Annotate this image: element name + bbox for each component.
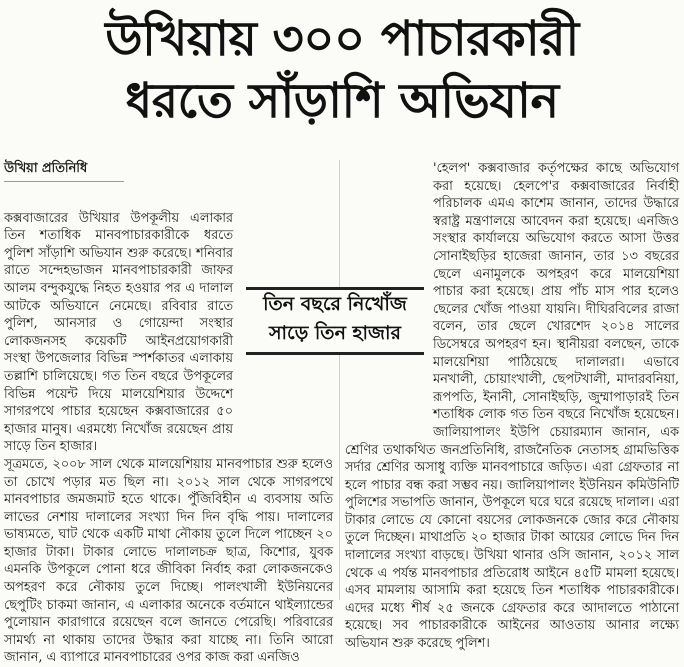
right-column: [345, 160, 679, 653]
column-divider: [339, 160, 340, 600]
pullquote-line-1: তিন বছরে নিখোঁজ: [263, 293, 407, 315]
pullquote-line-2: সাড়ে তিন হাজার: [269, 322, 401, 344]
pullquote: [246, 287, 424, 355]
headline: [0, 8, 684, 132]
left-paragraph-1: কক্সবাজারের উখিয়ার উপকূলীয় এলাকার তিন শতাধিক মানবপাচারকারীকে ধরতে পুলিশ সাঁড়াশি অভিযান শুরু করেছে। শনিবার রাতে সন্দেহভাজন মানবপাচারকারী জাফর আলম বন্দুকযুদ্ধে নিহত হওয়ার পর এ দালাল আটকে অভিযানে নেমেছে। রবিবার রাতে পুলিশ, আনসার ও গোয়েন্দা সংস্থার লোকজনসহ কয়েকটি আইনপ্রয়োগকারী সংস্থা উপজেলার বিভিন্ন স্পর্শকাতর এলাকায় তল্লাশি চালিয়েছে। গত তিন বছরে উপকূলের বিভিন্ন পয়েন্ট দিয়ে মালয়েশিয়ার উদ্দেশে সাগরপথে পাচার হয়েছেন কক্সবাজারের ৫০ হাজার মানুষ। এরমধ্যে নিখোঁজ রয়েছেন প্রায় সাড়ে তিন হাজার।: [4, 210, 233, 455]
left-column: [4, 160, 333, 667]
right-paragraph-1: 'হেলপ' কক্সবাজার কর্তৃপক্ষের কাছে অভিযোগ করা হয়েছে। হেলপে'র কক্সবাজারের নির্বাহী পরিচালক এমএ কাশেম জানান, তাদের উদ্ধারে স্বরাষ্ট্র মন্ত্রণালয়ে আবেদন করা হয়েছে। এনজিও সংস্থার কার্যালয়ে অভিযোগ করতে আসা উত্তর সোনাইছড়ির হাজেরা জানান, তার ১৩ বছরের ছেলে এনামুলকে অপহরণ করে মালয়েশিয়া পাচার করা হয়েছে। প্রায় পাঁচ মাস পার হলেও ছেলের খোঁজ পাওয়া যায়নি। দীঘিরবিলের রাজা বলেন, তার ছেলে খোরশেদ ২০১৪ সালের ডিসেম্বরে অপহরণ হন। স্থানীয়রা বলছেন, তাকে মালয়েশিয়া পাঠিয়েছে দালালরা। এভাবে মনখালী, চোয়াংখালী, ছেপটখালী, মাদারবনিয়া, রূপপতি, ইনানী, সোনাইছড়ি, জুম্মাপাড়ারই তিন শতাধিক লোক গত তিন বছরে নিখোঁজ হয়েছেন। জালিয়াপালং ইউপি চেয়ারম্যান জানান, এক শ্রেণির তথাকথিত জনপ্রতিনিধি, রাজনৈতিক নেতাসহ গ্রামভিত্তিক সর্দার শ্রেণির অসাধু ব্যক্তি মানবপাচারে জড়িত। এরা গ্রেফতার না হলে পাচার বন্ধ করা সম্ভব নয়। জালিয়াপালং ইউনিয়ন কমিউনিটি পুলিশের সভাপতি জানান, উপকূলে ঘরে ঘরে রয়েছে দালাল। এরা টাকার লোভে যে কোনো বয়সের লোকজনকে জোর করে নৌকায় তুলে দিচ্ছেন। মাথাপ্রতি ২০ হাজার টাকা আয়ের লোভে দিন দিন দালালের সংখ্যা বাড়ছে। উখিয়া থানার ওসি জানান, ২০১২ সাল থেকে এ পর্যন্ত মানবপাচার প্রতিরোধ আইনে ৪৫টি মামলা হয়েছে। এসব মামলায় আসামি করা হয়েছে তিন শতাধিক পাচারকারীকে। এদের মধ্যে শীর্ষ ২৫ জনকে গ্রেফতার করে আদালতে পাঠানো হয়েছে। সব পাচারকারীকে আইনের আওতায় আনার লক্ষ্যে অভিযান শুরু করেছে পুলিশ।: [345, 161, 679, 652]
headline-line-1: উখিয়ায় ৩০০ পাচারকারী: [105, 11, 579, 67]
byline: উখিয়া প্রতিনিধি: [4, 160, 124, 182]
left-paragraph-2: সূত্রমতে, ২০০৮ সাল থেকে মালয়েশিয়ায় মানবপাচার শুরু হলেও তা চোখে পড়ার মত ছিল না। ২০১২ সাল থেকে সাগরপথে মানবপাচার জমজমাট হতে থাকে। পুঁজিবিহীন এ ব্যবসায় অতি লাভের নেশায় দালালের সংখ্যা দিন দিন বৃদ্ধি পায়। দালালের ভাষ্যমতে, ঘাট থেকে একটি মাথা নৌকায় তুলে দিলে পাচ্ছেন ২০ হাজার টাকা। টাকার লোভে দালালচক্র ছাত্র, কিশোর, যুবক এমনকি উপকূলে পোনা ধরে জীবিকা নির্বাহ করা লোকজনকেও অপহরণ করে নৌকায় তুলে দিচ্ছে। পালংখালী ইউনিয়নের ছেপুটিং চাকমা জানান, এ এলাকার অনেকে বর্তমানে থাইল্যান্ডের পুলোয়ান কারাগারে রয়েছেন বলে জানতে পেরেছি। পরিবারের সামর্থ্য না থাকায় তাদের উদ্ধার করা যাচ্ছে না। তিনি আরো জানান, এ ব্যাপারে মানবপাচারের ওপর কাজ করা এনজিও: [4, 456, 333, 666]
headline-line-2: ধরতে সাঁড়াশি অভিযান: [125, 73, 559, 129]
